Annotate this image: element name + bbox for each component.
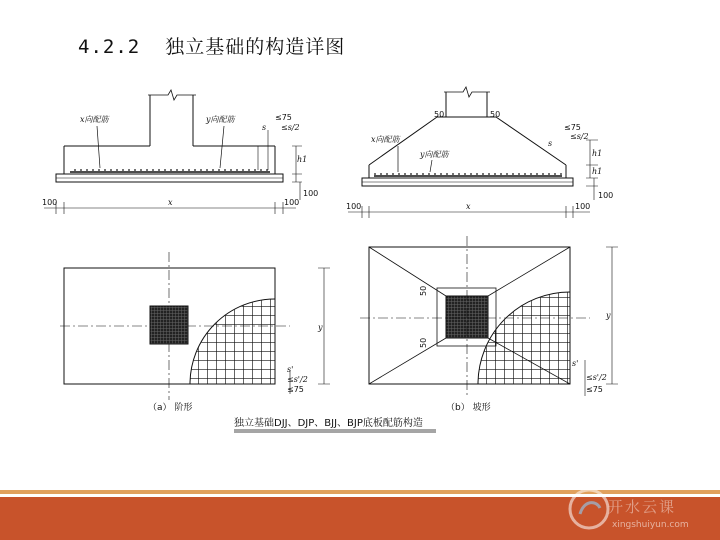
dim-y-b: y <box>606 311 611 320</box>
dim-50-top-b: 50 <box>419 285 428 296</box>
dim-100-right-a: 100 <box>284 198 300 207</box>
dim-100-left-b: 100 <box>346 202 362 211</box>
dim-s2-b: ≤s/2 <box>570 132 589 141</box>
caption-underline <box>234 430 436 432</box>
dim-100-left-a: 100 <box>42 198 58 207</box>
dim-75-a: ≤75 <box>275 113 292 122</box>
watermark-logo-icon <box>566 486 612 532</box>
dim-s-prime-2-a: ≤s'/2 <box>287 375 308 384</box>
slope-section-view <box>348 87 598 218</box>
y-rebar-label-b: y向配筋 <box>420 150 449 159</box>
caption-a: （a） 阶形 <box>148 403 193 413</box>
dim-s2-a: ≤s/2 <box>281 123 300 132</box>
dim-s-b: s <box>548 139 553 148</box>
watermark-name: 开水云课 <box>608 498 677 516</box>
dim-50-bottom-b: 50 <box>419 337 428 348</box>
caption-b: （b） 坡形 <box>446 403 491 413</box>
dim-x-b: x <box>466 202 471 211</box>
dim-100-vert-a: 100 <box>303 189 319 198</box>
dim-50-left-b: 50 <box>434 110 445 119</box>
x-rebar-label-a: x向配筋 <box>80 115 109 124</box>
slope-plan-view <box>360 236 618 398</box>
dim-s-prime-a: s' <box>287 365 294 374</box>
step-section-view <box>44 90 302 214</box>
dim-100-right-b: 100 <box>575 202 591 211</box>
footer-accent-line <box>0 490 720 494</box>
dim-s-prime-b: s' <box>572 359 579 368</box>
dim-50-right-b: 50 <box>490 110 501 119</box>
h1-label-b1: h1 <box>592 149 603 158</box>
y-rebar-label-a: y向配筋 <box>206 115 235 124</box>
dim-75-b: ≤75 <box>564 123 581 132</box>
dim-75-plan-b: ≤75 <box>586 385 603 394</box>
dim-100-vert-b: 100 <box>598 191 614 200</box>
section-number: 4.2.2 <box>78 36 141 58</box>
dim-s-prime-2-b: ≤s'/2 <box>586 373 607 382</box>
x-rebar-label-b: x向配筋 <box>371 135 400 144</box>
watermark-url: xingshuiyun.com <box>612 520 689 530</box>
dim-x-a: x <box>168 198 173 207</box>
section-title: 独立基础的构造详图 <box>165 36 346 58</box>
dim-y-a: y <box>318 323 323 332</box>
drawing-caption: 独立基础DJJ、DJP、BJJ、BJP底板配筋构造 <box>234 418 423 429</box>
dim-75-plan-a: ≤75 <box>287 385 304 394</box>
h1-label-a: h1 <box>297 155 308 164</box>
h1-label-b2: h1 <box>592 167 603 176</box>
dim-s-a: s <box>262 123 267 132</box>
